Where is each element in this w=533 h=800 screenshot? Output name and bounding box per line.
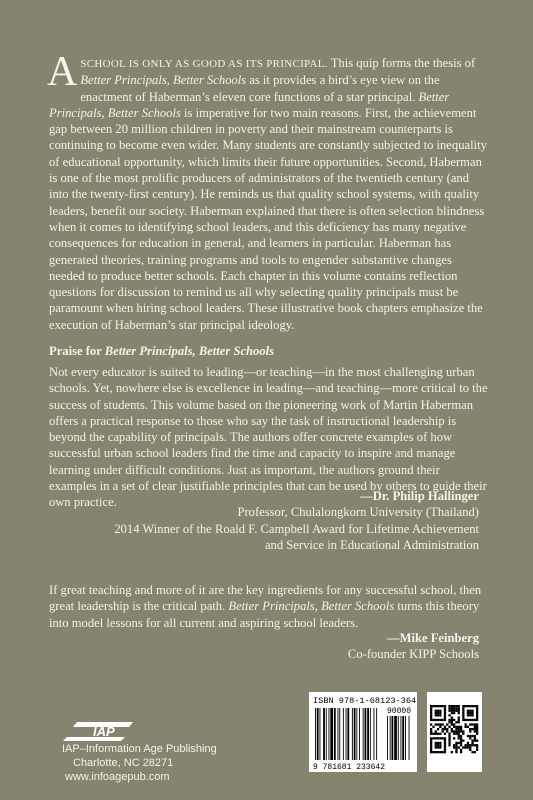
publisher-city: Charlotte, NC 28271 [73, 757, 174, 769]
praise-heading [49, 344, 274, 359]
logo-text: IAP [93, 724, 115, 739]
book-title-inline: Better Principals, Better Schools [80, 73, 247, 88]
attribution-name: —Dr. Philip Hallinger [360, 489, 479, 503]
publisher-website: www.infoagepub.com [65, 771, 170, 783]
attribution-2 [348, 630, 479, 663]
publisher-name: IAP–Information Age Publishing [62, 743, 217, 755]
isbn-label: ISBN 978-1-68123-364-2 [313, 696, 417, 706]
attribution-line: Professor, Chulalongkorn University (Thailand) [237, 505, 479, 520]
ean-number: 9 781681 233642 [313, 763, 386, 772]
blurb-text: is imperative for two main reasons. First, the achievement gap between 20 million children in poverty and their mainstream counterparts is continuing to become even wider. Many students are constantly subjected to inequality of educational opportunity, which limits their future opportunities. Second, Haberman is one of the most prolific producers of administrators of the twentieth century (and into the twenty-first century). He reminds us that quality school systems, with quality leaders, benefit our society. Haberman explained that there is often selection blindness when it comes to identifying school leaders, and this deficiency has many negative consequences for education in general, and learners in particular. Haberman has generated theories, training programs and tools to engender substantive changes needed to produce better schools. Each chapter in this volume contains reflection questions for discussion to remind us all why selecting quality principals must be paramount when hiring school leaders. These illustrative book chapters emphasize the execution of Haberman’s star principal ideology. [49, 105, 487, 332]
praise-heading-title: Better Principals, Better Schools [104, 344, 275, 358]
opening-smallcaps: SCHOOL IS ONLY AS GOOD AS ITS PRINCIPAL. [80, 58, 328, 70]
book-title-inline: Better Principals, Better Schools [49, 89, 450, 120]
attribution-line: Co-founder KIPP Schools [347, 647, 479, 662]
price-code: 90000 [387, 707, 412, 716]
blurb-text: as it provides a bird’s eye view on the enactment of Haberman’s eleven core functions of a star principal. [80, 73, 440, 104]
isbn-barcode [309, 692, 417, 772]
praise-quote-1: Not every educator is suited to leading—or teaching—in the most challenging urban schools. Yet, nowhere else is excellence in leading—and teaching—more critical to the success of students. This volume based on the pioneering work of Martin Haberman offers a practical response to those who say the task of instructional leadership is beyond the capability of principals. The authors offer concrete examples of how successful urban school leaders find the time and capacity to inspire and manage learning under difficult conditions. Just as important, the authors ground their examples in a set of clear justifiable principles that can be used by others to guide their own practice. [49, 365, 488, 510]
iap-logo [63, 719, 143, 741]
addon-bars [387, 716, 410, 760]
praise-heading-prefix: Praise for [49, 344, 105, 358]
barcode-graphic [309, 692, 417, 772]
publisher-info [62, 742, 217, 784]
praise-quote-2 [49, 582, 489, 631]
attribution-line: 2014 Winner of the Roald F. Campbell Award for Lifetime Achievement [114, 521, 479, 536]
attribution-name: —Mike Feinberg [387, 631, 479, 645]
book-description [47, 49, 489, 333]
attribution-1 [114, 488, 479, 553]
quote-text: turns this theory into model lessons for all current and aspiring school leaders. [49, 599, 480, 630]
qr-code-icon [427, 692, 482, 772]
blurb-text: This quip forms the thesis of [327, 56, 476, 70]
drop-cap: A [47, 49, 78, 95]
book-title-inline: Better Principals, Better Schools [228, 599, 395, 614]
quote-text: If great teaching and more of it are the key ingredients for any successful school, then great leadership is the critical path. [49, 583, 482, 614]
attribution-line: and Service in Educational Administration [264, 537, 479, 552]
ean-bars [315, 708, 377, 760]
qr-code [427, 692, 482, 772]
